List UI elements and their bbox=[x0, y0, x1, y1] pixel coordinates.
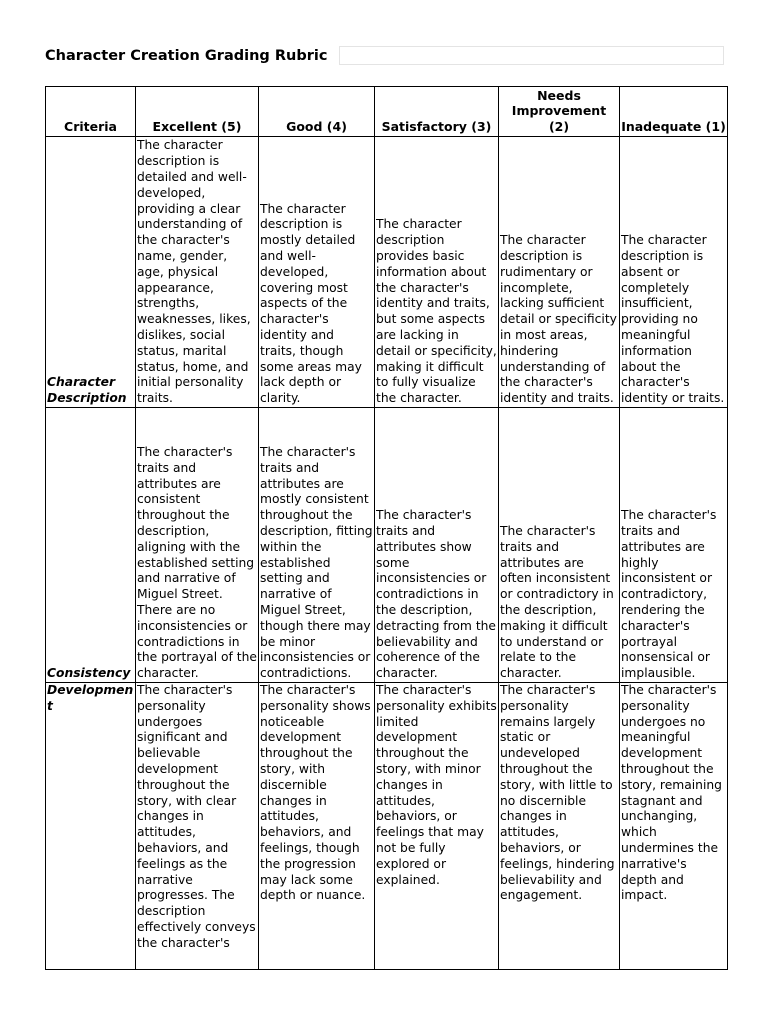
criteria-cell: Development bbox=[46, 683, 136, 970]
header-criteria: Criteria bbox=[46, 87, 136, 137]
needs-improvement-cell: The character's traits and attributes are often inconsistent or contradictory in the description, making it difficult to understand or relate to the character. bbox=[499, 408, 620, 683]
inadequate-cell: The character's personality undergoes no meaningful development throughout the story, remaining stagnant and unchanging, which undermines the narrative's depth and impact. bbox=[620, 683, 728, 970]
header-good: Good (4) bbox=[259, 87, 375, 137]
header-row bbox=[46, 87, 728, 137]
document-title: Character Creation Grading Rubric bbox=[45, 48, 328, 64]
header-needs-improvement: Needs Improvement (2) bbox=[499, 87, 620, 137]
header-inadequate: Inadequate (1) bbox=[620, 87, 728, 137]
criteria-cell: Consistency bbox=[46, 408, 136, 683]
criteria-cell: Character Description bbox=[46, 137, 136, 408]
rubric-table bbox=[45, 86, 728, 970]
inadequate-cell: The character's traits and attributes are highly inconsistent or contradictory, rendering the character's portrayal nonsensical or implausible. bbox=[620, 408, 728, 683]
title-adjacent-cell bbox=[339, 46, 724, 65]
good-cell: The character description is mostly detailed and well-developed, covering most aspects of the character's identity and traits, though some areas may lack depth or clarity. bbox=[259, 137, 375, 408]
table-row bbox=[46, 137, 728, 408]
header-satisfactory: Satisfactory (3) bbox=[375, 87, 499, 137]
excellent-cell: The character's personality undergoes significant and believable development throughout the story, with clear changes in attitudes, behaviors, and feelings as the narrative progresses. The description effectively conveys the character's bbox=[136, 683, 259, 970]
satisfactory-cell: The character's personality exhibits limited development throughout the story, with minor changes in attitudes, behaviors, or feelings that may not be fully explored or explained. bbox=[375, 683, 499, 970]
good-cell: The character's traits and attributes are mostly consistent throughout the description, fitting within the established setting and narrative of Miguel Street, though there may be minor inconsistencies or contradictions. bbox=[259, 408, 375, 683]
title-row bbox=[45, 46, 724, 66]
header-excellent: Excellent (5) bbox=[136, 87, 259, 137]
satisfactory-cell: The character's traits and attributes show some inconsistencies or contradictions in the description, detracting from the believability and coherence of the character. bbox=[375, 408, 499, 683]
needs-improvement-cell: The character description is rudimentary or incomplete, lacking sufficient detail or specificity in most areas, hindering understanding of the character's identity and traits. bbox=[499, 137, 620, 408]
table-row bbox=[46, 408, 728, 683]
good-cell: The character's personality shows noticeable development throughout the story, with discernible changes in attitudes, behaviors, and feelings, though the progression may lack some depth or nuance. bbox=[259, 683, 375, 970]
excellent-cell: The character's traits and attributes are consistent throughout the description, aligning with the established setting and narrative of Miguel Street. There are no inconsistencies or contradictions in the portrayal of the character. bbox=[136, 408, 259, 683]
excellent-cell: The character description is detailed and well-developed, providing a clear understanding of the character's name, gender, age, physical appearance, strengths, weaknesses, likes, dislikes, social status, marital status, home, and initial personality traits. bbox=[136, 137, 259, 408]
table-row bbox=[46, 683, 728, 970]
satisfactory-cell: The character description provides basic information about the character's identity and traits, but some aspects are lacking in detail or specificity, making it difficult to fully visualize the character. bbox=[375, 137, 499, 408]
inadequate-cell: The character description is absent or completely insufficient, providing no meaningful information about the character's identity or traits. bbox=[620, 137, 728, 408]
needs-improvement-cell: The character's personality remains largely static or undeveloped throughout the story, with little to no discernible changes in attitudes, behaviors, or feelings, hindering believability and engagement. bbox=[499, 683, 620, 970]
